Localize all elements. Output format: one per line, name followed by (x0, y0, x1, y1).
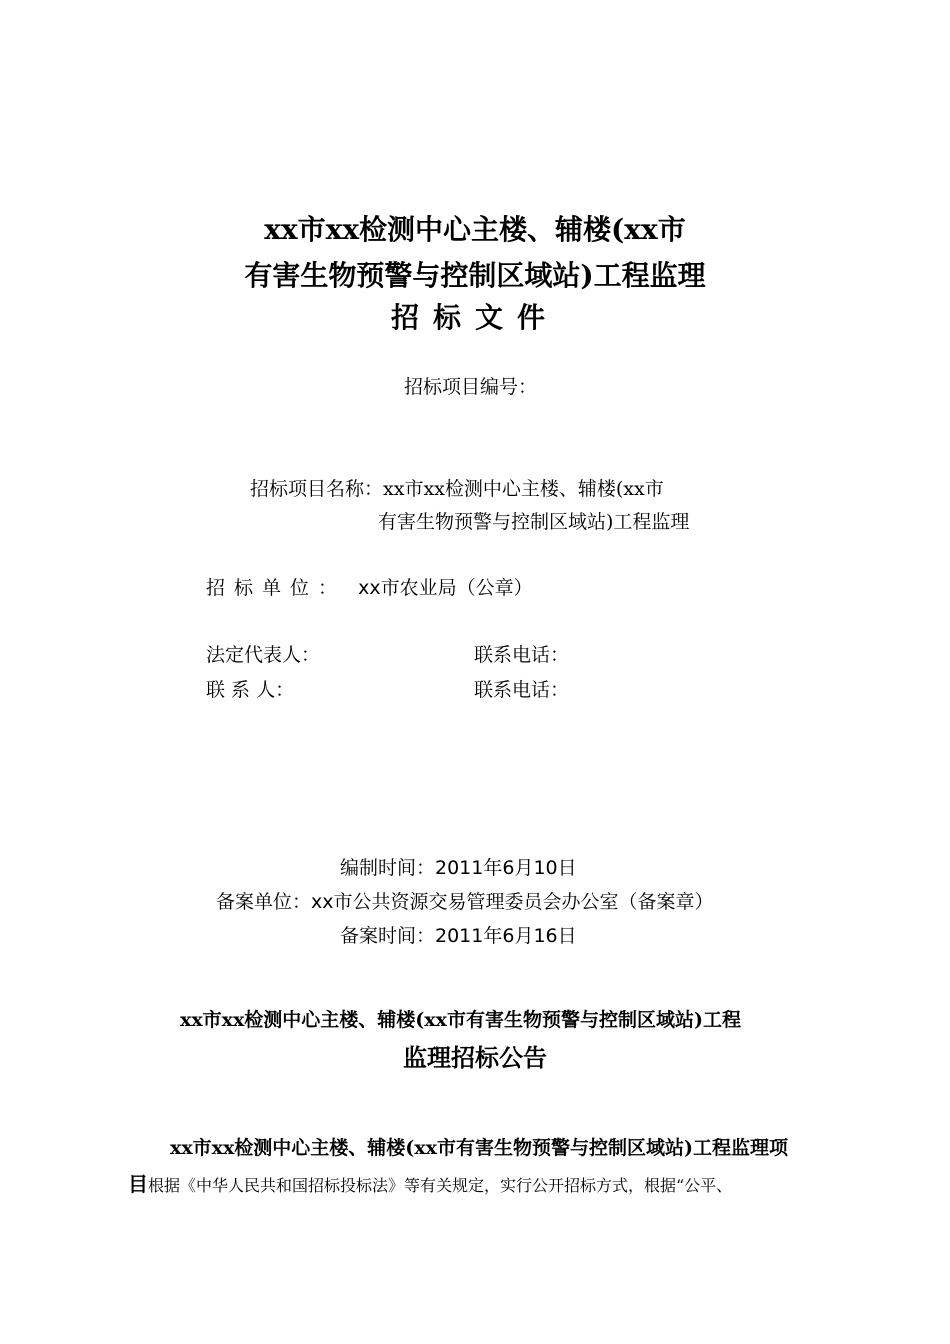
project-name-label: 招标项目名称： (250, 478, 384, 500)
notice-title-line2: 监理招标公告 (403, 1043, 547, 1072)
notice-paragraph-line2 (128, 1168, 732, 1197)
tenderer-label: 招标单位： (206, 577, 347, 599)
filing-unit: 备案单位：xx市公共资源交易管理委员会办公室（备案章） (216, 891, 714, 913)
prepared-time: 编制时间：2011年6月10日 (340, 857, 577, 879)
project-name-line1 (250, 474, 664, 501)
document-title-line2: 有害生物预警与控制区域站)工程监理 (244, 259, 706, 292)
project-name-value-line1: xx市xx检测中心主楼、辅楼(xx市 (383, 478, 664, 500)
project-number-label: 招标项目编号： (404, 376, 538, 398)
project-name-line2: 有害生物预警与控制区域站)工程监理 (378, 511, 690, 533)
document-title-line3: 招标文件 (390, 301, 559, 334)
tenderer-value: xx市农业局（公章） (358, 577, 533, 599)
contact-label: 联 系 人： (206, 679, 295, 701)
notice-title-line1: xx市xx检测中心主楼、辅楼(xx市有害生物预警与控制区域站)工程 (180, 1009, 741, 1031)
filing-time: 备案时间：2011年6月16日 (340, 925, 577, 947)
notice-paragraph-line1: xx市xx检测中心主楼、辅楼(xx市有害生物预警与控制区域站)工程监理项 (170, 1137, 788, 1159)
notice-paragraph-first-char: 目 (128, 1172, 148, 1196)
contact-phone-label: 联系电话： (474, 679, 570, 701)
legal-rep-label: 法定代表人： (206, 644, 321, 666)
tenderer-row (206, 573, 533, 600)
notice-paragraph-text: 根据《中华人民共和国招标投标法》等有关规定，实行公开招标方式，根据“公平、 (148, 1176, 733, 1195)
document-title-line1: xx市xx检测中心主楼、辅楼(xx市 (264, 213, 686, 246)
legal-rep-phone-label: 联系电话： (474, 644, 570, 666)
